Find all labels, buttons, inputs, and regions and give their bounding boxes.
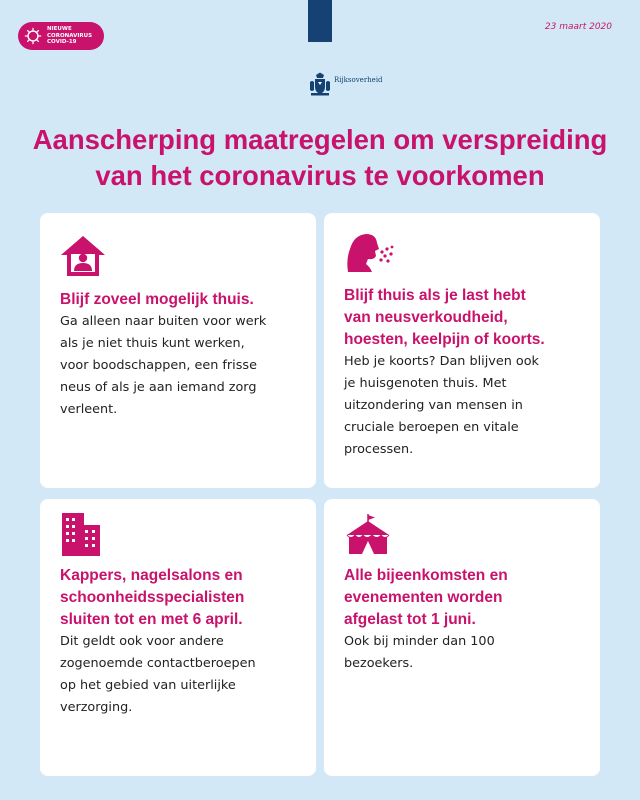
body-line: Dit geldt ook voor andere (60, 634, 224, 649)
circus-tent-icon (344, 513, 392, 555)
card-body (60, 311, 304, 421)
heading-line: Kappers, nagelsalons en (60, 567, 243, 584)
body-line: als je niet thuis kunt werken, (60, 336, 245, 351)
heading-line: sluiten tot en met 6 april. (60, 611, 243, 628)
publication-date: 23 maart 2020 (544, 22, 612, 32)
coronavirus-icon (24, 27, 42, 45)
title-line: Aanscherping maatregelen om verspreiding (32, 124, 608, 155)
body-line: uitzondering van mensen in (344, 398, 523, 413)
card-heading (60, 289, 304, 311)
body-line: verzorging. (60, 700, 133, 715)
body-line: processen. (344, 442, 414, 457)
heading-line: schoonheidsspecialisten (60, 589, 245, 606)
body-line: op het gebied van uiterlijke (60, 678, 236, 693)
body-line: verleent. (60, 402, 118, 417)
body-line: je huisgenoten thuis. Met (344, 376, 507, 391)
buildings-icon (60, 511, 102, 557)
heading-line: afgelast tot 1 juni. (344, 611, 476, 628)
card-body (60, 631, 304, 719)
body-line: cruciale beroepen en vitale (344, 420, 519, 435)
heading-line: Blijf zoveel mogelijk thuis. (60, 291, 254, 308)
measure-card-events (324, 499, 600, 776)
heading-line: evenementen worden (344, 589, 503, 606)
heading-line: hoesten, keelpijn of koorts. (344, 331, 545, 348)
house-person-icon (60, 235, 106, 277)
sneezing-person-icon (344, 231, 394, 273)
heading-line: Alle bijeenkomsten en (344, 567, 508, 584)
crest-icon (309, 72, 331, 96)
card-heading (344, 565, 588, 631)
measure-card-symptoms (324, 213, 600, 488)
body-line: Heb je koorts? Dan blijven ook (344, 354, 539, 369)
body-line: neus of als je aan iemand zorg (60, 380, 257, 395)
body-line: Ga alleen naar buiten voor werk (60, 314, 267, 329)
card-body (344, 631, 588, 675)
card-heading (60, 565, 304, 631)
heading-line: Blijf thuis als je last hebt (344, 287, 526, 304)
page-title (0, 122, 640, 194)
heading-line: van neusverkoudheid, (344, 309, 508, 326)
logo-text: Rijksoverheid (334, 76, 383, 84)
coronavirus-badge (18, 22, 104, 50)
card-heading (344, 285, 588, 351)
title-line: van het coronavirus te voorkomen (95, 160, 545, 191)
body-line: zogenoemde contactberoepen (60, 656, 256, 671)
body-line: voor boodschappen, een frisse (60, 358, 257, 373)
badge-label: NIEUWE CORONAVIRUS COVID-19 (47, 26, 93, 46)
measure-card-stay-home (40, 213, 316, 488)
card-body (344, 351, 588, 461)
body-line: Ook bij minder dan 100 (344, 634, 495, 649)
logo-ribbon (308, 0, 332, 42)
body-line: bezoekers. (344, 656, 414, 671)
measure-card-contact-professions (40, 499, 316, 776)
